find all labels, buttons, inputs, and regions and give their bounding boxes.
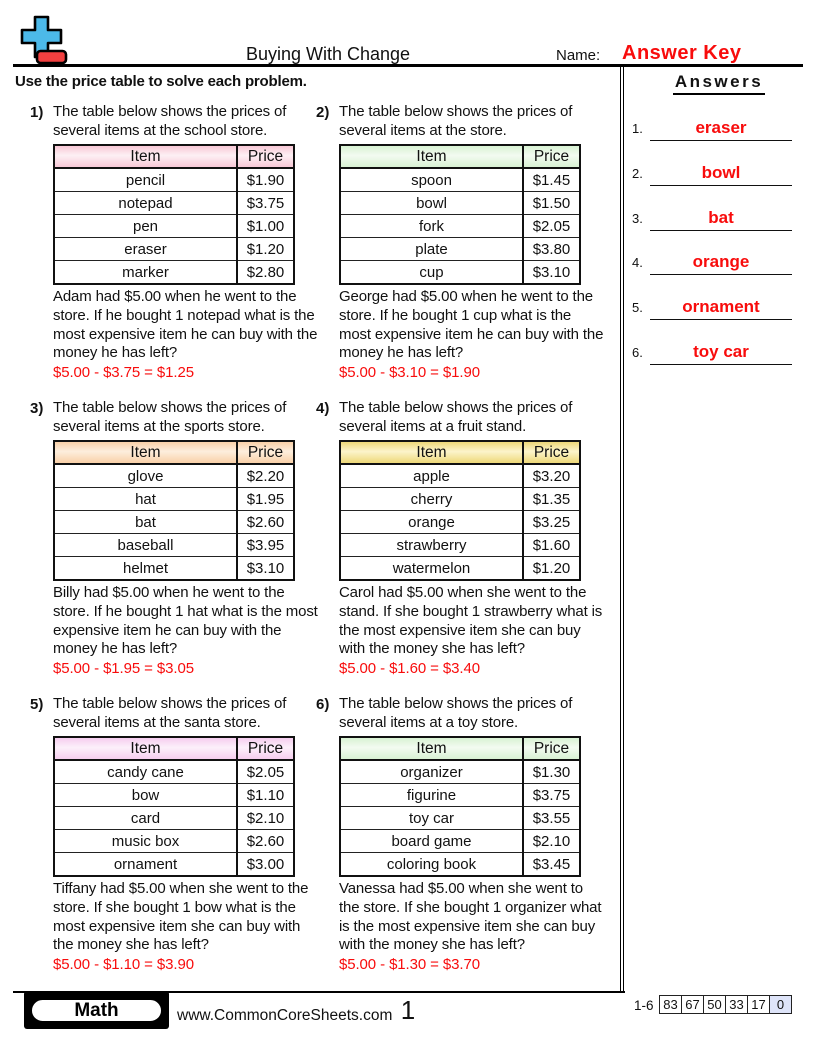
score-cell-final: 0 [769,996,791,1013]
answer-blank-line [650,332,792,365]
answer-row [630,108,792,138]
price-column-header: Price [523,737,580,760]
table-row: toy car $3.55 [340,807,580,830]
problem-number: 3) [30,400,44,417]
problem-number: 6) [316,696,330,713]
table-row: strawberry $1.60 [340,534,580,557]
score-table [659,995,792,1014]
table-row: helmet $3.10 [54,557,294,581]
table-row: fork $2.05 [340,215,580,238]
answer-equation: $5.00 - $1.95 = $3.05 [53,660,194,678]
problem-story: Tiffany had $5.00 when she went to the store. If she bought 1 bow what is the most expensive item she can buy with the money she has left? [53,880,309,954]
problem-number: 4) [316,400,330,417]
problem-content [53,399,321,677]
answer-text: toy car [693,342,749,361]
answer-text: ornament [682,297,760,317]
table-row: coloring book $3.45 [340,853,580,877]
problem-block [30,103,322,381]
table-row: cup $3.10 [340,261,580,285]
table-header-row [54,737,294,760]
table-row: glove $2.20 [54,464,294,488]
answer-number: 6. [632,345,643,360]
item-column-header: Item [54,145,237,168]
problem-intro: The table below shows the prices of several items at a fruit stand. [339,399,573,435]
table-row: baseball $3.95 [54,534,294,557]
problem-content [339,399,607,677]
table-row: eraser $1.20 [54,238,294,261]
problem-intro: The table below shows the prices of several items at the santa store. [53,695,287,731]
table-row: cherry $1.35 [340,488,580,511]
price-table [339,736,581,877]
header-divider [13,64,803,67]
problem-content [53,695,321,973]
price-table [53,440,295,581]
score-cell: 33 [725,996,747,1013]
answer-equation: $5.00 - $1.10 = $3.90 [53,956,194,974]
website-text: www.CommonCoreSheets.com [177,1007,393,1024]
problem-story: George had $5.00 when he went to the store. If he bought 1 cup what is the most expensive item he can buy with the money he has left? [339,288,604,362]
table-header-row [340,737,580,760]
problem-number: 2) [316,104,330,121]
table-row: figurine $3.75 [340,784,580,807]
table-row: organizer $1.30 [340,760,580,784]
name-label: Name: [556,47,601,64]
price-column-header: Price [523,441,580,464]
subject-badge [24,991,169,1029]
answer-row [630,332,792,362]
table-row: hat $1.95 [54,488,294,511]
commoncoresheets-logo-icon [16,12,68,64]
problem-story: Carol had $5.00 when she went to the stand. If she bought 1 strawberry what is the most expensive item she can buy with the money she has left? [339,584,603,658]
answer-blank-line [650,153,792,186]
problem-content [339,103,607,381]
problem-block [316,695,608,973]
answer-text: eraser [695,118,747,137]
answer-row [630,287,792,317]
item-column-header: Item [54,737,237,760]
answer-key-label: Answer Key [622,42,742,64]
problem-block [316,399,608,677]
item-column-header: Item [340,441,523,464]
table-row: board game $2.10 [340,830,580,853]
table-row: pen $1.00 [54,215,294,238]
problem-intro: The table below shows the prices of several items at the sports store. [53,399,287,435]
table-row: notepad $3.75 [54,192,294,215]
problem-number: 5) [30,696,44,713]
problem-story: Billy had $5.00 when he went to the store. If he bought 1 hat what is the most expensive item he can buy with the money he has left? [53,584,318,658]
instruction-text: Use the price table to solve each problem. [15,73,307,90]
table-row: candy cane $2.05 [54,760,294,784]
answer-blank-line [650,108,792,141]
answer-equation: $5.00 - $1.30 = $3.70 [339,956,480,974]
answer-number: 1. [632,121,643,136]
subject-label: Math [30,998,163,1023]
problem-intro: The table below shows the prices of several items at a toy store. [339,695,573,731]
answer-row [630,198,792,228]
problem-number: 1) [30,104,44,121]
score-cell: 17 [747,996,769,1013]
table-row: apple $3.20 [340,464,580,488]
table-header-row [54,145,294,168]
problem-block [30,399,322,677]
answer-equation: $5.00 - $3.75 = $1.25 [53,364,194,382]
problem-intro: The table below shows the prices of several items at the store. [339,103,573,139]
item-column-header: Item [340,145,523,168]
score-cell: 83 [660,996,681,1013]
problem-intro: The table below shows the prices of several items at the school store. [53,103,287,139]
answer-row [630,242,792,272]
answer-row [630,153,792,183]
table-row: bowl $1.50 [340,192,580,215]
answer-blank-line [650,198,792,231]
table-row: music box $2.60 [54,830,294,853]
answer-blank-line [650,242,792,275]
price-column-header: Price [237,441,294,464]
price-table [339,440,581,581]
answers-panel-divider [620,67,624,992]
price-table [53,144,295,285]
price-column-header: Price [237,737,294,760]
answer-text: bat [708,207,734,227]
table-row: plate $3.80 [340,238,580,261]
score-cell: 50 [703,996,725,1013]
score-cell: 67 [681,996,703,1013]
item-column-header: Item [340,737,523,760]
problem-content [53,103,321,381]
price-column-header: Price [523,145,580,168]
price-column-header: Price [237,145,294,168]
table-header-row [340,441,580,464]
table-row: pencil $1.90 [54,168,294,192]
problem-story: Vanessa had $5.00 when she went to the store. If she bought 1 organizer what is the most expensive item she can buy with the money she has left? [339,880,602,954]
problem-content [339,695,607,973]
table-row: spoon $1.45 [340,168,580,192]
table-row: card $2.10 [54,807,294,830]
answer-text: bowl [701,162,741,182]
answer-text: orange [692,252,750,272]
table-row: marker $2.80 [54,261,294,285]
answers-heading: Answers [648,72,790,95]
table-row: bow $1.10 [54,784,294,807]
page-title: Buying With Change [245,44,411,64]
answer-number: 3. [632,210,643,226]
price-table [53,736,295,877]
page-number: 1 [400,995,416,1025]
score-range-label: 1-6 [634,998,654,1013]
table-row: ornament $3.00 [54,853,294,877]
table-row: watermelon $1.20 [340,557,580,581]
table-row: orange $3.25 [340,511,580,534]
table-header-row [54,441,294,464]
minus-icon [37,51,66,63]
table-header-row [340,145,580,168]
answer-equation: $5.00 - $1.60 = $3.40 [339,660,480,678]
problem-block [316,103,608,381]
problem-block [30,695,322,973]
answer-blank-line [650,287,792,320]
table-row: bat $2.60 [54,511,294,534]
answer-number: 4. [632,255,643,271]
answer-number: 2. [632,165,643,181]
item-column-header: Item [54,441,237,464]
answer-equation: $5.00 - $3.10 = $1.90 [339,364,480,382]
problem-story: Adam had $5.00 when he went to the store. If he bought 1 notepad what is the most expensive item he can buy with the money he has left? [53,288,318,362]
price-table [339,144,581,285]
answer-number: 5. [632,300,643,316]
